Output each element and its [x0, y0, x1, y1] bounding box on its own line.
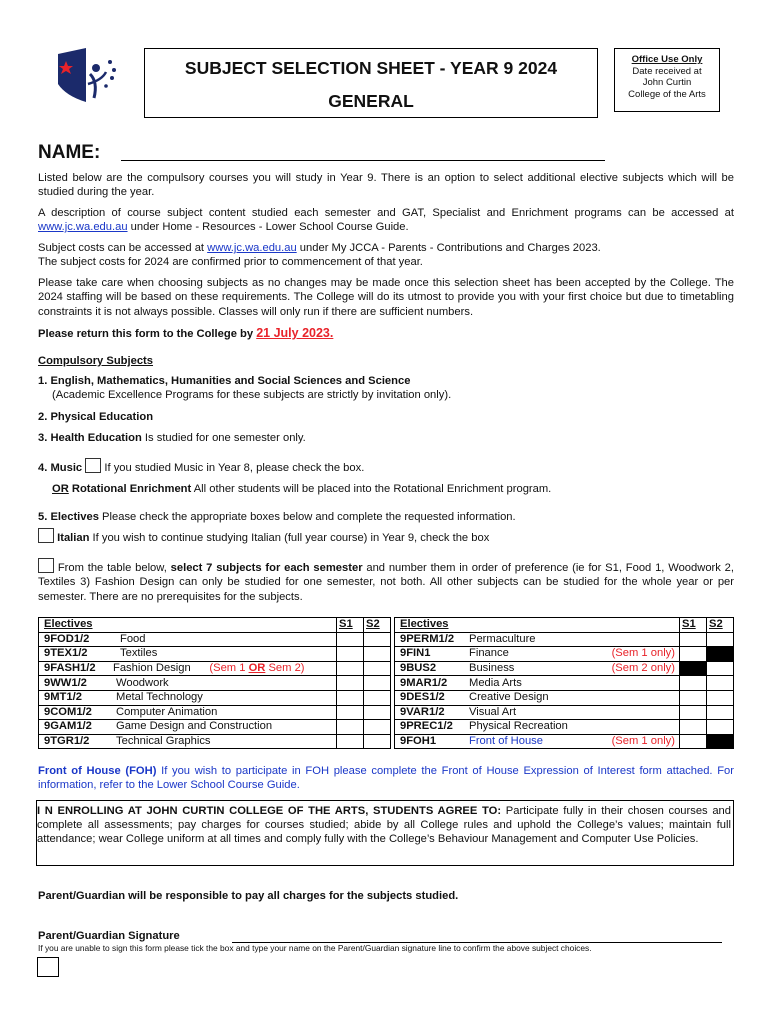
table-row: 9MAR1/2 Media Arts [395, 676, 734, 691]
table-row: 9BUS2 Business (Sem 2 only) [395, 661, 734, 676]
s2-cell[interactable] [707, 705, 734, 720]
s2-header: S2 [707, 618, 734, 633]
s1-cell[interactable] [680, 690, 707, 705]
table-row: 9DES1/2 Creative Design [395, 690, 734, 705]
s1-header: S1 [680, 618, 707, 633]
document-subtitle: GENERAL [328, 91, 414, 111]
electives-header: Electives [39, 618, 337, 633]
parent-payment-note: Parent/Guardian will be responsible to pay all charges for the subjects studied. [38, 890, 459, 902]
website-link[interactable]: www.jc.wa.edu.au [207, 242, 297, 254]
s2-header: S2 [364, 618, 391, 633]
compulsory-item-5: 5. Electives Please check the appropriate boxes below and complete the requested information. [38, 511, 516, 523]
table-row: 9TGR1/2 Technical Graphics [39, 734, 391, 749]
title-box [144, 48, 598, 118]
table-row: 9PREC1/2 Physical Recreation [395, 720, 734, 735]
compulsory-item-2: 2. Physical Education [38, 411, 154, 423]
compulsory-item-1-note: (Academic Excellence Programs for these subjects are strictly by invitation only). [52, 389, 452, 401]
s1-cell[interactable] [337, 661, 364, 676]
electives-table-right [394, 617, 734, 749]
intro-paragraph-2: A description of course subject content studied each semester and GAT, Specialist and Enrichment programs can be accessed at www.jc.wa.edu.au under Home - Resources - Lower School Course Guide. [38, 207, 734, 234]
s2-cell[interactable] [707, 690, 734, 705]
return-date: 21 July 2023. [256, 326, 334, 340]
electives-checkbox[interactable] [38, 558, 54, 573]
s2-cell[interactable] [364, 632, 391, 647]
table-instructions: From the table below, select 7 subjects for each semester and number them in order of preference (ie for S1, Food 1, Woodwork 2, Textiles 3) Fashion Design can only be studied for one semester, not both. All other subjects can be studied for the whole year or per semester. There are no prerequisites for the subjects. [38, 558, 734, 604]
electives-header: Electives [395, 618, 680, 633]
s1-cell[interactable] [680, 734, 707, 749]
compulsory-heading: Compulsory Subjects [38, 355, 154, 367]
intro-paragraph-1: Listed below are the compulsory courses you will study in Year 9. There is an option to select additional elective subjects which will be studied during the year. [38, 172, 734, 199]
s2-cell-blocked [707, 734, 734, 749]
college-logo [50, 44, 122, 110]
s1-header: S1 [337, 618, 364, 633]
office-use-line3: College of the Arts [628, 88, 706, 100]
table-row: 9PERM1/2 Permaculture [395, 632, 734, 647]
intro-paragraph-4: Please take care when choosing subjects as no changes may be made once this selection sheet has been accepted by the College. The 2024 staffing will be based on these requirements. The College will do its utmost to provide you with your first choice but due to timetabling constraints it is not always possible. Classes will only run if there are sufficient numbers. [38, 277, 734, 318]
s1-cell[interactable] [337, 632, 364, 647]
s1-cell[interactable] [337, 676, 364, 691]
table-row: 9FOH1 Front of House (Sem 1 only) [395, 734, 734, 749]
front-of-house-note: Front of House (FOH) If you wish to participate in FOH please complete the Front of House Expression of Interest form attached. For information, refer to the Lower School Course Guide. [38, 765, 734, 792]
enrolment-agreement: I N ENROLLING AT JOHN CURTIN COLLEGE OF THE ARTS, STUDENTS AGREE TO: Participate fully in their chosen courses and complete all assessments; pay charges for courses studied; abide by all College rules and uphold the College’s values; maintain full attendance; wear College uniform at all times and comply fully with the College’s Behaviour Management and Computer Use Policies. [36, 800, 734, 866]
music-checkbox[interactable] [85, 458, 101, 473]
s2-cell-blocked [707, 647, 734, 662]
s2-cell[interactable] [364, 720, 391, 735]
name-field[interactable] [121, 160, 605, 161]
s1-cell[interactable] [680, 705, 707, 720]
signature-label: Parent/Guardian Signature [38, 930, 180, 942]
s2-cell[interactable] [364, 705, 391, 720]
s2-cell[interactable] [707, 632, 734, 647]
italian-option: Italian If you wish to continue studying Italian (full year course) in Year 9, check the box [38, 528, 489, 545]
table-row: 9MT1/2 Metal Technology [39, 690, 391, 705]
rotational-enrichment: OR Rotational Enrichment All other students will be placed into the Rotational Enrichment program. [52, 483, 552, 495]
s1-cell[interactable] [337, 705, 364, 720]
office-use-heading: Office Use Only [631, 54, 703, 65]
s2-cell[interactable] [364, 661, 391, 676]
electives-table-left [38, 617, 391, 749]
s1-cell[interactable] [680, 676, 707, 691]
office-use-line2: John Curtin [642, 77, 692, 88]
s2-cell[interactable] [707, 676, 734, 691]
compulsory-item-1: 1. English, Mathematics, Humanities and Social Sciences and Science [38, 375, 411, 387]
table-row: 9FOD1/2 Food [39, 632, 391, 647]
return-deadline: Please return this form to the College by 21 July 2023. [38, 326, 334, 340]
table-row: 9WW1/2 Woodwork [39, 676, 391, 691]
italian-checkbox[interactable] [38, 528, 54, 543]
table-row: 9COM1/2 Computer Animation [39, 705, 391, 720]
s1-cell[interactable] [337, 690, 364, 705]
table-row: 9VAR1/2 Visual Art [395, 705, 734, 720]
office-use-box [614, 48, 720, 112]
website-link[interactable]: www.jc.wa.edu.au [38, 221, 128, 234]
s2-cell[interactable] [364, 676, 391, 691]
s1-cell[interactable] [680, 720, 707, 735]
s1-cell-blocked [680, 661, 707, 676]
s2-cell[interactable] [364, 734, 391, 749]
compulsory-item-3: 3. Health Education Is studied for one semester only. [38, 432, 306, 444]
signature-tick-box[interactable] [37, 957, 59, 977]
signature-note: If you are unable to sign this form please tick the box and type your name on the Parent/Guardian signature line to confirm the above subject choices. [38, 943, 592, 953]
table-row: 9TEX1/2 Textiles [39, 647, 391, 662]
intro-paragraph-3: Subject costs can be accessed at www.jc.wa.edu.au under My JCCA - Parents - Contributions and Charges 2023. The subject costs for 2024 are confirmed prior to commencement of that year. [38, 242, 601, 269]
s2-cell[interactable] [707, 720, 734, 735]
s1-cell[interactable] [680, 647, 707, 662]
table-row: 9FASH1/2 Fashion Design (Sem 1 OR Sem 2) [39, 661, 391, 676]
s2-cell[interactable] [364, 647, 391, 662]
s2-cell[interactable] [707, 661, 734, 676]
document-title: SUBJECT SELECTION SHEET - YEAR 9 2024 [184, 58, 558, 78]
s1-cell[interactable] [337, 720, 364, 735]
table-row: 9GAM1/2 Game Design and Construction [39, 720, 391, 735]
s1-cell[interactable] [680, 632, 707, 647]
s1-cell[interactable] [337, 647, 364, 662]
s1-cell[interactable] [337, 734, 364, 749]
compulsory-item-4: 4. Music If you studied Music in Year 8, please check the box. [38, 458, 364, 475]
s2-cell[interactable] [364, 690, 391, 705]
office-use-line1: Date received at [632, 65, 702, 77]
name-label: NAME: [38, 142, 101, 163]
table-row: 9FIN1 Finance (Sem 1 only) [395, 647, 734, 662]
